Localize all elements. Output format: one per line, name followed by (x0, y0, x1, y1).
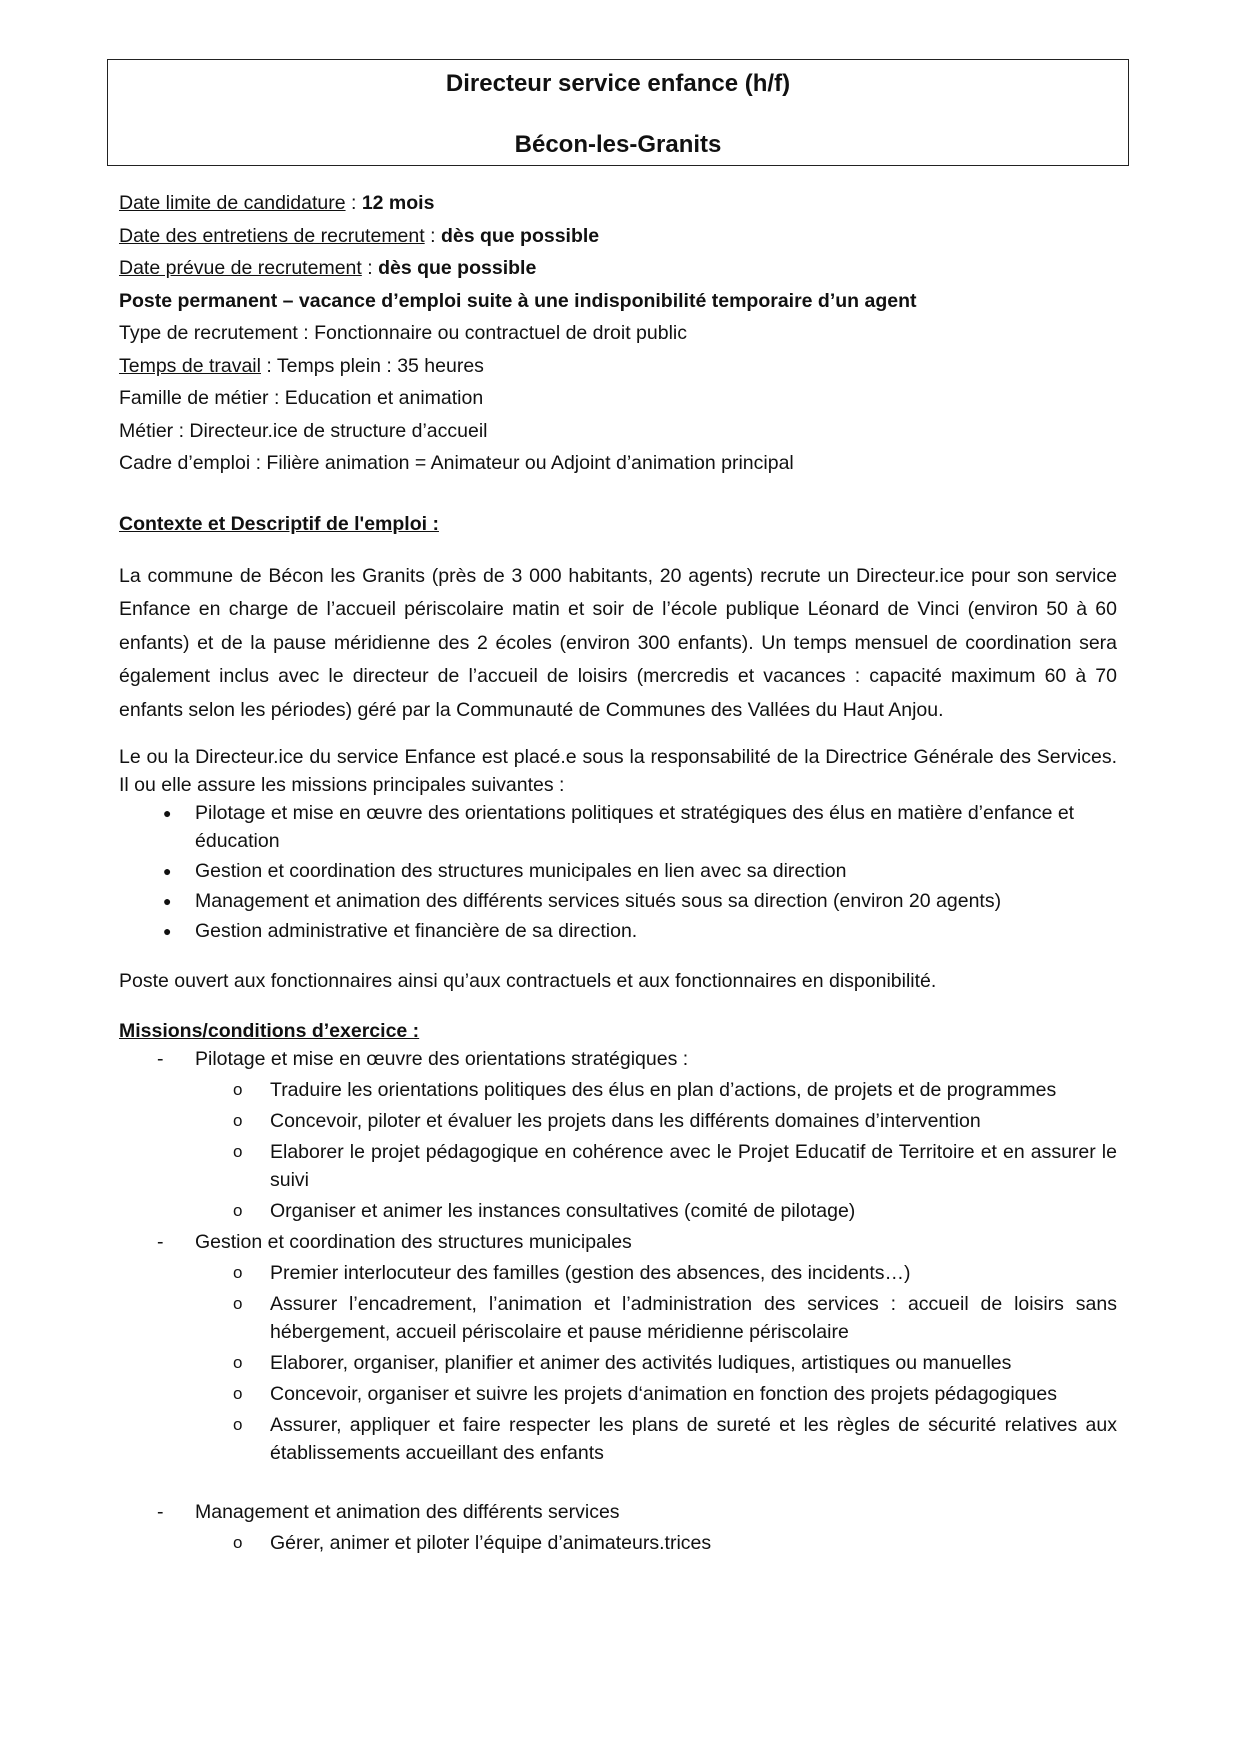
circle-bullet-icon: o (233, 1384, 243, 1403)
worktime-line (119, 350, 1117, 383)
worktime-value: : Temps plein : 35 heures (260, 354, 484, 377)
interviews-value: dès que possible (440, 224, 600, 247)
job-location: Bécon-les-Granits (514, 131, 722, 158)
circle-bullet-icon: o (233, 1080, 243, 1099)
bullet-icon: ● (163, 863, 172, 879)
context-paragraph-2: Le ou la Directeur.ice du service Enfance est placé.e sous la responsabilité de la Directrice Générale des Services. Il ou elle assure les missions principales suivantes : (119, 746, 1117, 796)
hire-line: Date prévue de recrutement : dès que possible (119, 257, 537, 279)
interviews-label: Date des entretiens de recrutement (119, 224, 425, 247)
list-item: o Organiser et animer les instances consultatives (comité de pilotage) (119, 1197, 1117, 1225)
title-box (107, 59, 1129, 166)
list-item: o Assurer, appliquer et faire respecter les plans de sureté et les règles de sécurité relatives aux établissements accueillant des enfants (119, 1411, 1117, 1467)
circle-bullet-icon: o (233, 1111, 243, 1130)
list-item: o Elaborer le projet pédagogique en cohérence avec le Projet Educatif de Territoire et en assurer le suivi (119, 1138, 1117, 1194)
dash-icon: - (157, 1048, 164, 1070)
mission-group-label: Management et animation des différents services (195, 1501, 620, 1523)
circle-bullet-icon: o (233, 1415, 243, 1434)
list-item: o Elaborer, organiser, planifier et animer des activités ludiques, artistiques ou manuelles (119, 1349, 1117, 1377)
mission-group-1 (119, 1045, 1117, 1073)
mission-group-1-items (119, 1076, 1117, 1225)
interviews-line: Date des entretiens de recrutement : dès que possible (119, 224, 600, 247)
worktime-label: Temps de travail (119, 354, 261, 377)
circle-bullet-icon: o (233, 1142, 243, 1161)
list-item: o Concevoir, piloter et évaluer les projets dans les différents domaines d’intervention (119, 1107, 1117, 1135)
list-item: ● Gestion et coordination des structures municipales en lien avec sa direction (119, 857, 1117, 885)
list-item: o Assurer l’encadrement, l’animation et l’administration des services : accueil de loisirs sans hébergement, accueil périscolaire et pause méridienne périscolaire (119, 1290, 1117, 1346)
circle-bullet-icon: o (233, 1294, 243, 1313)
missions-heading: Missions/conditions d’exercice : (119, 1020, 420, 1042)
job-name: Métier : Directeur.ice de structure d’accueil (119, 419, 488, 442)
mission-group-label: Pilotage et mise en œuvre des orientations stratégiques : (195, 1048, 689, 1070)
hire-value: dès que possible (378, 257, 537, 279)
list-item: o Gérer, animer et piloter l’équipe d’animateurs.trices (119, 1529, 1117, 1557)
context-paragraph-3: Poste ouvert aux fonctionnaires ainsi qu’aux contractuels et aux fonctionnaires en disponibilité. (119, 970, 937, 992)
dash-icon: - (157, 1231, 164, 1253)
mission-group-2 (119, 1228, 1117, 1256)
list-item: o Traduire les orientations politiques des élus en plan d’actions, de projets et de programmes (119, 1076, 1117, 1104)
hire-label: Date prévue de recrutement (119, 257, 362, 279)
content (119, 187, 1117, 1560)
list-item: o Concevoir, organiser et suivre les projets d‘animation en fonction des projets pédagogiques (119, 1380, 1117, 1408)
list-item: o Premier interlocuteur des familles (gestion des absences, des incidents…) (119, 1259, 1117, 1287)
list-item: ● Management et animation des différents services situés sous sa direction (environ 20 agents) (119, 887, 1117, 915)
circle-bullet-icon: o (233, 1533, 243, 1552)
circle-bullet-icon: o (233, 1353, 243, 1372)
dash-icon: - (157, 1501, 164, 1523)
main-missions-list (119, 799, 1117, 945)
deadline-line: Date limite de candidature : 12 mois (119, 192, 435, 214)
list-item: ● Gestion administrative et financière de sa direction. (119, 917, 1117, 945)
mission-group-3 (119, 1498, 1117, 1526)
job-frame: Cadre d’emploi : Filière animation = Animateur ou Adjoint d’animation principal (119, 452, 794, 474)
circle-bullet-icon: o (233, 1201, 243, 1220)
context-heading: Contexte et Descriptif de l'emploi : (119, 512, 439, 535)
bullet-icon: ● (163, 923, 172, 939)
deadline-value: 12 mois (361, 192, 435, 214)
mission-group-3-items (119, 1529, 1117, 1557)
mission-group-label: Gestion et coordination des structures municipales (195, 1231, 632, 1253)
job-title: Directeur service enfance (h/f) (445, 70, 791, 97)
deadline-label: Date limite de candidature (119, 192, 346, 214)
recruitment-type: Type de recrutement : Fonctionnaire ou contractuel de droit public (119, 322, 687, 344)
job-family: Famille de métier : Education et animation (119, 387, 484, 409)
permanent-post: Poste permanent – vacance d’emploi suite à une indisponibilité temporaire d’un agent (119, 289, 917, 312)
bullet-icon: ● (163, 893, 172, 909)
bullet-icon: ● (163, 805, 172, 821)
circle-bullet-icon: o (233, 1263, 243, 1282)
mission-group-2-items (119, 1259, 1117, 1467)
context-paragraph-1: La commune de Bécon les Granits (près de 3 000 habitants, 20 agents) recrute un Directeur.ice pour son service Enfance en charge de l’accueil périscolaire matin et soir de l’école publique Léonard de Vinci (environ 50 à 60 enfants) et de la pause méridienne des 2 écoles (environ 300 enfants). Un temps mensuel de coordination sera également inclus avec le directeur de l’accueil de loisirs (mercredis et vacances : capacité maximum 60 à 70 enfants selon les périodes) géré par la Communauté de Communes des Vallées du Haut Anjou. (119, 564, 1117, 721)
list-item: ● Pilotage et mise en œuvre des orientations politiques et stratégiques des élus en matière d’enfance et éducation (119, 799, 1117, 855)
